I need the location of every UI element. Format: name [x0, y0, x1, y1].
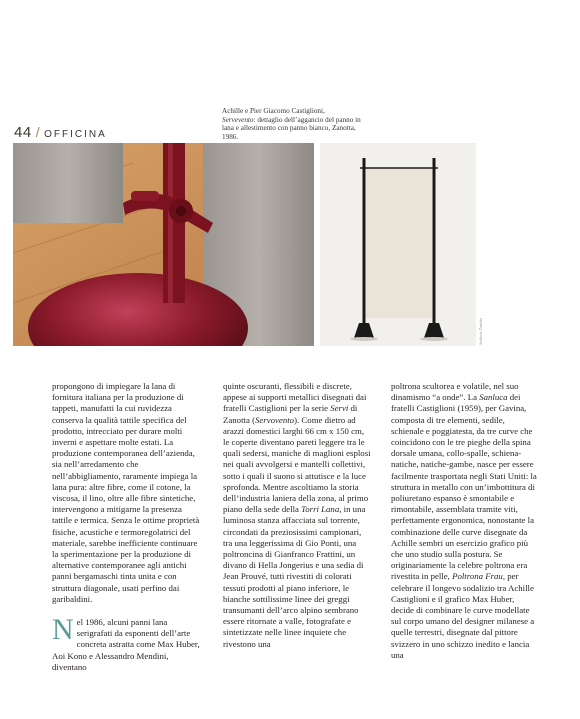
- page-number: 44: [14, 124, 32, 141]
- caption-rest: : dettaglio dell’aggancio del panno in lana e allestimento con panno bianco, Zanotta, 1986.: [222, 115, 361, 141]
- text-run: ). Come dietro ad arazzi domestici larghi 66 cm x 150 cm, le coperte diventano pareti leggere tra le quali sedersi, maniche di maglioni esplosi nei quali avvolgersi e mantelli collettivi, sotto i quali il suono si attutisce e la luce sprofonda. Mentre ascoltiamo la storia dell’industria laniera della zona, al primo piano della sede della: [223, 414, 371, 515]
- photo-credit: Archivio Zanotta: [478, 318, 483, 346]
- photo-servevento-white-panel: [320, 143, 476, 346]
- paragraph: [223, 381, 371, 650]
- paragraph-text: el 1986, alcuni panni lana serigrafati da esponenti dell’arte concreta astratta come Max Huber, Aoi Kono e Alessandro Mendini, diventano: [52, 617, 200, 672]
- italic-run: Poltrona Frau: [452, 571, 503, 582]
- text-run: quinte oscuranti, flessibili e discrete, appese ai supporti metallici disegnati dai fratelli Castiglioni per la serie: [223, 381, 367, 414]
- text-column-3: [391, 381, 539, 661]
- folio-separator: /: [35, 124, 41, 140]
- photo-caption: [222, 107, 372, 141]
- italic-run: Servi: [330, 403, 349, 414]
- photo-detail-servevento: [13, 143, 314, 346]
- page-folio: [14, 124, 107, 141]
- text-column-2: [223, 381, 371, 650]
- paragraph: propongono di impiegare la lana di fornitura italiana per la produzione di tappeti, manufatti la cui ruvidezza conserva la qualità tattile specifica del prodotto, intrecciato per durare molti inverni e aspettare molte estati. La produzione contemporanea dell’azienda, sia nell’arredamento che nell’abbigliamento, raramente impiega la lana pura: altre fibre, come il cotone, la viscosa, il lino, oltre alle fibre sintetiche, intervengono a mitigarne la presenza tattile e termica. Senza le ottime proprietà fisiche, acustiche e termoregolatrici del materiale, sarebbe inefficiente continuare la sperimentazione per la produzione di alternative contemporanee agli antichi panni bergamaschi tinta unita e con struttura diagonale, usati perfino dai garibaldini.: [52, 381, 200, 604]
- caption-title: Servevento: [222, 115, 254, 124]
- caption-line1: Achille e Pier Giacomo Castiglioni,: [222, 107, 325, 115]
- text-run: poltrona scultorea e volatile, nel suo dinamismo “a onde”. La: [391, 381, 519, 403]
- paragraph: [391, 381, 539, 661]
- italic-run: Sanluca: [479, 392, 508, 403]
- text-run: , in una luminosa stanza affacciata sul torrente, circondati da preziosissimi campionari, tra una leggerissima di Gio Ponti, una poltroncina di Gianfranco Frattini, un divano di Hella Jongerius e una sedia di Jean Prouvé, tutti rivestiti di colorati tessuti prodotti al piano inferiore, le bianche sottilissime linee dei greggi transumanti dell’arco alpino sembrano essere ritornate a valle, fotografate e sintetizzate nelle linee inquiete che rivestono una: [223, 504, 366, 649]
- text-run: dei fratelli Castiglioni (1959), per Gavina, composta di tre elementi, sedile, schienale e poggiatesta, da tre curve che coincidono con le tre pieghe della spina dorsale umana, collo-spalle, schiena-natiche, natiche-gambe, nasce per essere facilmente trasportata negli Stati Uniti: la struttura in metallo con un’imbottitura di poliuretano espanso è smontabile e rimontabile, assemblata tramite viti, perfettamente ergonomica, nonostante la combinazione delle curve disegnate da Achille sembri un esercizio grafico più che uno studio sulla postura. Se originariamente la celebre poltrona era rivestita in pelle,: [391, 392, 537, 582]
- text-column-1: [52, 381, 200, 673]
- paragraph-dropcap: [52, 613, 200, 673]
- text-run: , per celebrare il longevo sodalizio tra Achille Castiglioni e il grafico Max Huber, decide di combinare le curve modellate sul corpo umano del designer milanese a quelle terrestri, disegnate dal pittore svizzero in uno schizzo inedito e lancia una: [391, 571, 535, 660]
- italic-run: Torri Lana: [301, 504, 340, 515]
- text-run: di Zanotta (: [223, 403, 358, 425]
- italic-run: Servovento: [255, 414, 295, 425]
- section-name: OFFICINA: [44, 129, 107, 140]
- drop-cap: N: [52, 613, 74, 647]
